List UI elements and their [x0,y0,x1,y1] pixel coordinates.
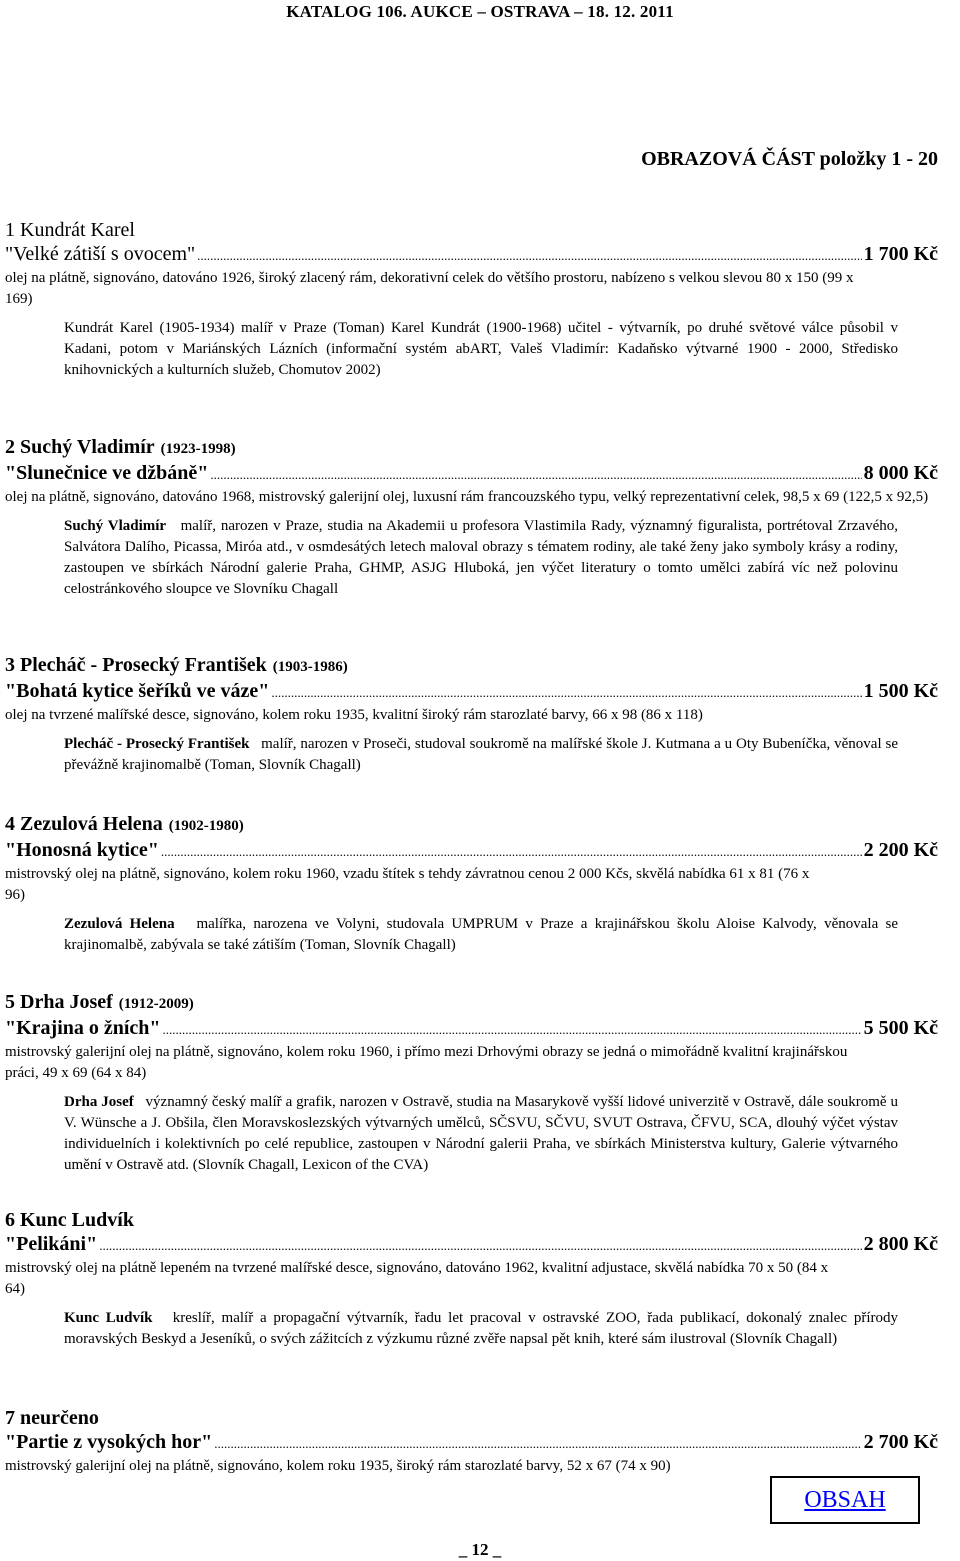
lot-price: 2 800 Kč [863,1233,938,1255]
artist-bio-name: Kunc Ludvík [64,1310,153,1326]
leader-dots [210,463,861,487]
lot-heading: 5 Drha Josef [5,991,113,1013]
artist-bio [64,734,898,776]
leader-dots [161,840,862,864]
leader-dots [197,244,861,268]
artist-bio-name: Plecháč - Prosecký František [64,736,250,752]
artist-bio-name: Drha Josef [64,1094,134,1110]
lot-price: 2 200 Kč [863,839,938,861]
artist-bio-text: významný český malíř a grafik, narozen v Ostravě, studia na Masarykově vyšší lidové univerzitě v Ostravě, dále soukromě u V. Wünsche a J. Obšila, člen Moravskoslezských výtvarných umělců, SČSVU, SČVU, SVUT Ostrava, ČFVU, SCA, dlouhý výčet výstav individuelních i kolektivních po celé republice, zastoupen v Národní galerii Praha, ve sbírkách Ministerstva kultury, Galerie výtvarného umění v Ostravě atd. (Slovník Chagall, Lexicon of the CVA) [64,1094,899,1173]
lot-description: olej na tvrzené malířské desce, signováno, kolem roku 1935, kvalitní široký rám starozlaté barvy, 66 x 98 (86 x 118) [5,707,703,723]
lot-title: "Honosná kytice" [5,839,159,861]
lot-title: "Bohatá kytice šeříků ve váze" [5,680,270,702]
lot-description: mistrovský galerijní olej na plátně, signováno, kolem roku 1960, i přímo mezi Drhovými obrazy se jedná o mimořádně kvalitní krajinářskou práci, 49 x 69 (64 x 84) [5,1044,848,1081]
leader-dots [271,681,861,705]
artist-bio: Kundrát Karel (1905-1934) malíř v Praze (Toman) Karel Kundrát (1900-1968) učitel - výtvarník, po druhé světové válce působil v Kadani, potom v Mariánských Lázních (informační systém abART, Valeš Vladimír: Kadaňsko výtvarné 1900 - 2000, Středisko knihovnických a kulturních služeb, Chomutov 2002) [64,320,898,378]
lot-title: "Partie z vysokých hor" [5,1431,213,1453]
catalog-header: KATALOG 106. AUKCE – OSTRAVA – 18. 12. 2011 [286,2,674,21]
artist-bio-text: malíř, narozen v Proseči, studoval soukromě na malířské škole J. Kutmana a u Oty Bubeníčka, věnoval se převážně krajinomalbě (Toman, Slovník Chagall) [64,736,899,773]
lot-price: 8 000 Kč [863,462,938,484]
lot-heading: 6 Kunc Ludvík [5,1209,134,1231]
artist-bio [64,914,898,956]
artist-life-dates: (1902-1980) [168,818,244,834]
lot-item [5,812,938,956]
artist-bio-text: malíř, narozen v Praze, studia na Akademii u profesora Vlastimila Rady, významný figuralista, portrétoval Zrzavého, Salvátora Dalího, Picassa, Miróa atd., v osmdesátých letech maloval obrazy s tématem rodiny, ale také ženy jako symboly krásy a rodiny, zastoupen ve sbírkách Národní galerie Praha, GHMP, ASJG Hluboká, jen výčet literatury o tomto umělci zabírá víc než polovinu celostránkového sloupce ve Slovníku Chagall [64,518,898,597]
artist-bio [64,516,898,600]
lot-item [5,1208,938,1350]
lot-price: 1 700 Kč [863,243,938,265]
leader-dots [163,1018,862,1042]
lot-item [5,435,938,600]
lot-item [5,653,938,776]
artist-bio-text: malířka, narozena ve Volyni, studovala UMPRUM v Praze a krajinářskou školu Aloise Kalvody, věnovala se krajinomalbě, zabývala se také zátiším (Toman, Slovník Chagall) [64,916,899,953]
lot-heading: 3 Plecháč - Prosecký František [5,654,267,676]
artist-bio [64,1308,898,1350]
lot-description: mistrovský galerijní olej na plátně, signováno, kolem roku 1935, široký rám starozlaté barvy, 52 x 67 (74 x 90) [5,1458,671,1474]
lot-description: olej na plátně, signováno, datováno 1926, široký zlacený rám, dekorativní celek do většího prostoru, nabízeno s velkou slevou 80 x 150 (99 x 169) [5,270,854,307]
leader-dots [214,1432,861,1456]
artist-bio-text: kreslíř, malíř a propagační výtvarník, řadu let pracoval v ostravské ZOO, řada publikací, dokonalý znalec přírody moravských Beskyd a Jeseníků, o svých zážitcích z výzkumu různé zvěře napsal pět knih, které sám ilustroval (Slovník Chagall) [64,1310,898,1347]
lot-heading: 2 Suchý Vladimír [5,436,155,458]
lot-item [5,218,938,381]
artist-bio-name: Suchý Vladimír [64,518,167,534]
artist-life-dates: (1903-1986) [272,659,348,675]
lot-item [5,1406,938,1477]
lot-price: 1 500 Kč [863,680,938,702]
obsah-link[interactable]: OBSAH [770,1476,920,1524]
lot-title: "Pelikáni" [5,1233,98,1255]
artist-life-dates: (1923-1998) [160,441,236,457]
lot-description: mistrovský olej na plátně, signováno, kolem roku 1960, vzadu štítek s tehdy závratnou cenou 2 000 Kčs, skvělá nabídka 61 x 81 (76 x 96) [5,866,810,903]
artist-bio [64,1092,898,1176]
leader-dots [99,1234,861,1258]
lot-item [5,990,938,1176]
lot-heading: 7 neurčeno [5,1407,99,1429]
page-number: _ 12 _ [458,1540,502,1559]
artist-bio-name: Zezulová Helena [64,916,175,932]
lot-price: 5 500 Kč [863,1017,938,1039]
lot-price: 2 700 Kč [863,1431,938,1453]
lot-heading: 4 Zezulová Helena [5,813,163,835]
lot-description: olej na plátně, signováno, datováno 1968, mistrovský galerijní olej, luxusní rám francouzského typu, velký reprezentativní celek, 98,5 x 69 (122,5 x 92,5) [5,489,929,505]
lot-title: "Slunečnice ve džbáně" [5,462,209,484]
lot-heading: 1 Kundrát Karel [5,219,135,241]
lot-description: mistrovský olej na plátně lepeném na tvrzené malířské desce, signováno, datováno 1962, kvalitní adjustace, skvělá nabídka 70 x 50 (84 x 64) [5,1260,829,1297]
lot-title: "Krajina o žních" [5,1017,161,1039]
artist-life-dates: (1912-2009) [118,996,194,1012]
lot-title: "Velké zátiší s ovocem" [5,243,196,265]
section-title: OBRAZOVÁ ČÁST položky 1 - 20 [641,148,938,170]
